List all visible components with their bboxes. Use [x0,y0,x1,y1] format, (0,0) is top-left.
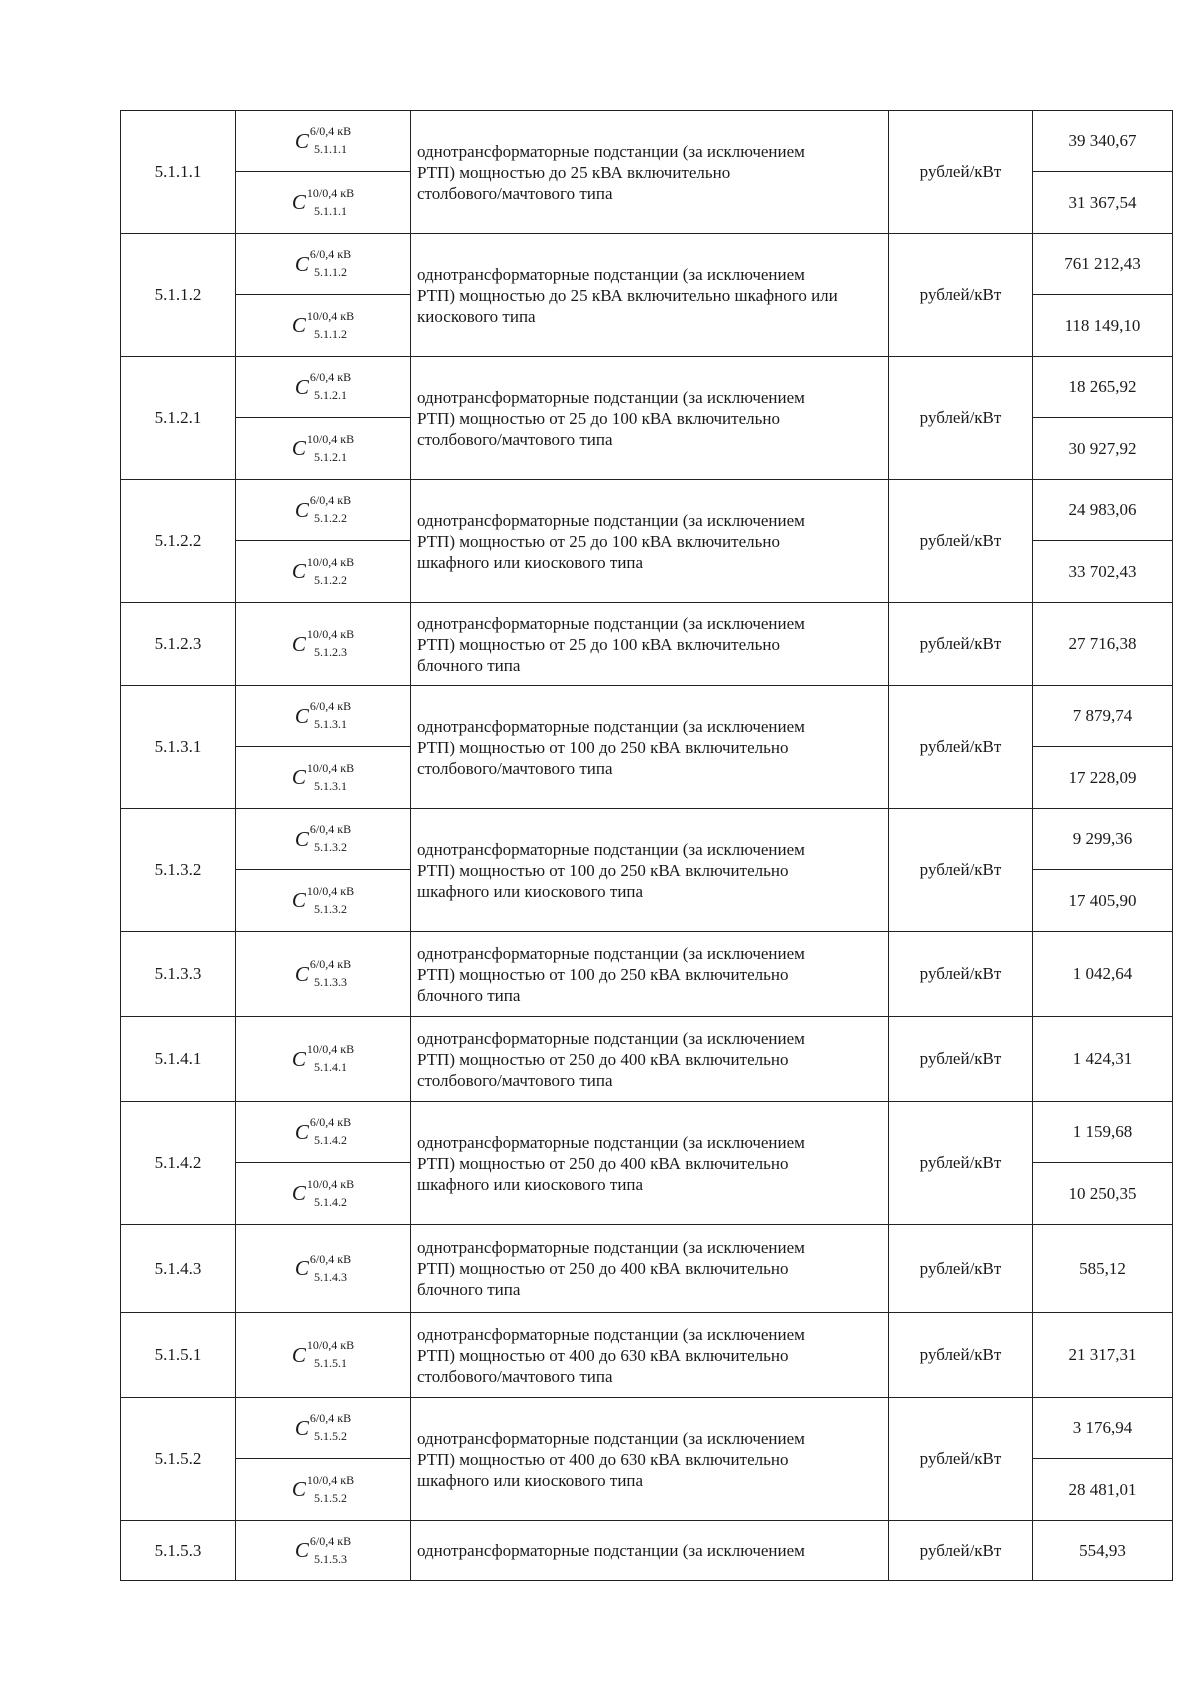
description-line: однотрансформаторные подстанции (за исключением [417,1238,805,1257]
table-row [121,1102,1173,1163]
table-row [121,809,1173,870]
symbol-letter: C [291,888,306,912]
rate-symbol [236,1459,411,1521]
table-row [121,111,1173,172]
symbol-voltage: 10/0,4 кВ [306,1176,355,1191]
description-line: РТП) мощностью от 250 до 400 кВА включительно [417,1049,789,1069]
rate-symbol [236,747,411,809]
description-line: столбового/мачтового типа [417,758,613,778]
rate-value: 1 159,68 [1033,1102,1173,1163]
symbol-index: 5.1.4.1 [314,1060,347,1074]
rate-value: 1 042,64 [1033,932,1173,1017]
row-code: 5.1.5.3 [121,1521,236,1581]
description-line: блочного типа [417,985,521,1005]
rate-symbol [236,932,411,1017]
rate-value: 585,12 [1033,1225,1173,1313]
symbol-voltage: 6/0,4 кВ [309,957,352,971]
description-line: блочного типа [417,655,521,675]
symbol-index: 5.1.1.1 [314,142,347,156]
description-line: однотрансформаторные подстанции (за исключением [417,839,805,859]
symbol-voltage: 10/0,4 кВ [306,185,355,200]
unit-label: рублей/кВт [889,234,1033,357]
rate-value: 9 299,36 [1033,809,1173,870]
symbol-index: 5.1.3.1 [314,778,347,793]
symbol-letter: C [291,190,306,214]
table-row [121,357,1173,418]
row-description [411,603,889,686]
symbol-letter: C [291,1181,306,1205]
rate-value: 761 212,43 [1033,234,1173,295]
rate-symbol [236,1398,411,1459]
unit-label: рублей/кВт [889,1102,1033,1225]
rate-value: 39 340,67 [1033,111,1173,172]
symbol-index: 5.1.5.1 [314,1356,347,1370]
symbol-letter: C [294,1119,309,1144]
symbol-voltage: 6/0,4 кВ [309,1251,352,1266]
symbol-index: 5.1.5.3 [314,1551,347,1566]
description-line: шкафного или киоскового типа [417,1470,644,1490]
row-description [411,357,889,480]
symbol-voltage: 10/0,4 кВ [306,1042,355,1056]
symbol-letter: C [291,1342,306,1367]
rate-symbol [236,870,411,932]
description-line: блочного типа [417,1280,521,1299]
rate-value: 21 317,31 [1033,1313,1173,1398]
rate-symbol [236,1017,411,1102]
description-line: РТП) мощностью от 400 до 630 кВА включительно [417,1345,789,1365]
rate-value: 7 879,74 [1033,686,1173,747]
symbol-index: 5.1.1.1 [314,203,347,218]
row-description [411,1017,889,1102]
description-line: РТП) мощностью от 250 до 400 кВА включительно [417,1153,789,1173]
rate-value: 1 424,31 [1033,1017,1173,1102]
row-code: 5.1.5.2 [121,1398,236,1521]
symbol-index: 5.1.3.3 [314,975,347,989]
symbol-letter: C [291,631,306,656]
symbol-index: 5.1.2.3 [314,645,347,659]
row-code: 5.1.4.3 [121,1225,236,1313]
rate-value: 18 265,92 [1033,357,1173,418]
symbol-voltage: 6/0,4 кВ [309,370,352,384]
row-code: 5.1.2.1 [121,357,236,480]
symbol-index: 5.1.4.2 [314,1133,347,1147]
description-line: однотрансформаторные подстанции (за исключением [417,1428,805,1448]
description-line: однотрансформаторные подстанции (за исключением [417,1132,805,1152]
symbol-letter: C [294,1415,309,1440]
tariff-table [120,110,1173,1581]
rate-symbol [236,1313,411,1398]
row-description [411,480,889,603]
rate-symbol [236,1163,411,1225]
symbol-letter: C [291,1046,306,1071]
table-row [121,1521,1173,1581]
unit-label: рублей/кВт [889,357,1033,480]
symbol-voltage: 6/0,4 кВ [309,124,352,138]
unit-label: рублей/кВт [889,111,1033,234]
symbol-letter: C [294,703,309,728]
row-code: 5.1.3.2 [121,809,236,932]
symbol-letter: C [291,765,306,789]
description-line: РТП) мощностью от 250 до 400 кВА включительно [417,1259,789,1278]
rate-value: 24 983,06 [1033,480,1173,541]
unit-label: рублей/кВт [889,1313,1033,1398]
symbol-letter: C [294,128,309,153]
description-line: однотрансформаторные подстанции (за исключением [417,943,805,963]
row-description [411,809,889,932]
description-line: однотрансформаторные подстанции (за исключением [417,613,805,633]
description-line: РТП) мощностью от 25 до 100 кВА включительно [417,531,780,551]
unit-label: рублей/кВт [889,1521,1033,1581]
unit-label: рублей/кВт [889,603,1033,686]
table-row [121,603,1173,686]
symbol-letter: C [291,436,306,460]
symbol-index: 5.1.2.2 [314,572,347,587]
symbol-letter: C [291,559,306,583]
description-line: столбового/мачтового типа [417,1070,613,1090]
rate-symbol [236,1102,411,1163]
description-line: однотрансформаторные подстанции (за исключением [417,716,805,736]
description-line: однотрансформаторные подстанции (за исключением [417,1541,805,1560]
table-body [121,111,1173,1581]
row-code: 5.1.1.2 [121,234,236,357]
rate-symbol [236,603,411,686]
symbol-voltage: 6/0,4 кВ [309,699,352,713]
row-description [411,1313,889,1398]
symbol-letter: C [294,497,309,522]
row-description [411,686,889,809]
row-description [411,932,889,1017]
symbol-voltage: 10/0,4 кВ [306,627,355,641]
table-row [121,1398,1173,1459]
description-line: шкафного или киоскового типа [417,1174,644,1194]
symbol-index: 5.1.2.1 [314,449,347,464]
symbol-index: 5.1.5.2 [314,1429,347,1443]
table-row [121,1017,1173,1102]
row-code: 5.1.3.3 [121,932,236,1017]
rate-symbol [236,111,411,172]
unit-label: рублей/кВт [889,1398,1033,1521]
description-line: однотрансформаторные подстанции (за исключением [417,141,805,161]
unit-label: рублей/кВт [889,480,1033,603]
rate-value: 17 405,90 [1033,870,1173,932]
rate-value: 31 367,54 [1033,172,1173,234]
description-line: однотрансформаторные подстанции (за исключением [417,387,805,407]
symbol-voltage: 6/0,4 кВ [309,1533,352,1548]
symbol-letter: C [294,826,309,851]
rate-symbol [236,541,411,603]
row-description [411,234,889,357]
symbol-voltage: 10/0,4 кВ [306,883,355,898]
rate-symbol [236,1225,411,1313]
rate-symbol [236,172,411,234]
description-line: столбового/мачтового типа [417,1366,613,1386]
rate-symbol [236,418,411,480]
symbol-letter: C [294,961,309,986]
table-row [121,480,1173,541]
rate-value: 27 716,38 [1033,603,1173,686]
table-row [121,1225,1173,1313]
symbol-index: 5.1.1.2 [314,326,347,341]
symbol-letter: C [291,1477,306,1501]
unit-label: рублей/кВт [889,1225,1033,1313]
symbol-voltage: 10/0,4 кВ [306,554,355,569]
symbol-letter: C [294,374,309,399]
description-line: РТП) мощностью от 400 до 630 кВА включительно [417,1449,789,1469]
table-row [121,1313,1173,1398]
description-line: шкафного или киоскового типа [417,881,644,901]
description-line: РТП) мощностью от 100 до 250 кВА включительно [417,860,789,880]
symbol-voltage: 6/0,4 кВ [309,493,352,507]
description-line: однотрансформаторные подстанции (за исключением [417,510,805,530]
symbol-letter: C [294,1256,309,1280]
symbol-voltage: 6/0,4 кВ [309,1411,352,1425]
symbol-index: 5.1.3.2 [314,901,347,916]
description-line: однотрансформаторные подстанции (за исключением [417,264,805,284]
table-row [121,234,1173,295]
symbol-voltage: 10/0,4 кВ [306,308,355,323]
unit-label: рублей/кВт [889,809,1033,932]
symbol-index: 5.1.3.2 [314,840,347,854]
symbol-voltage: 6/0,4 кВ [309,822,352,836]
rate-symbol [236,480,411,541]
unit-label: рублей/кВт [889,686,1033,809]
symbol-index: 5.1.4.2 [314,1194,347,1209]
row-description [411,111,889,234]
rate-value: 28 481,01 [1033,1459,1173,1521]
row-description [411,1102,889,1225]
rate-symbol [236,295,411,357]
unit-label: рублей/кВт [889,932,1033,1017]
rate-value: 3 176,94 [1033,1398,1173,1459]
description-line: РТП) мощностью до 25 кВА включительно [417,162,731,182]
symbol-voltage: 10/0,4 кВ [306,1472,355,1487]
description-line: РТП) мощностью до 25 кВА включительно шкафного или [417,285,838,305]
symbol-index: 5.1.3.1 [314,717,347,731]
symbol-letter: C [294,1538,309,1562]
rate-value: 33 702,43 [1033,541,1173,603]
row-code: 5.1.2.2 [121,480,236,603]
row-code: 5.1.4.1 [121,1017,236,1102]
symbol-letter: C [291,313,306,337]
rate-symbol [236,686,411,747]
description-line: РТП) мощностью от 100 до 250 кВА включительно [417,737,789,757]
rate-value: 17 228,09 [1033,747,1173,809]
unit-label: рублей/кВт [889,1017,1033,1102]
description-line: однотрансформаторные подстанции (за исключением [417,1028,805,1048]
symbol-index: 5.1.1.2 [314,265,347,279]
symbol-index: 5.1.5.2 [314,1490,347,1505]
rate-symbol [236,809,411,870]
symbol-voltage: 6/0,4 кВ [309,1115,352,1129]
row-code: 5.1.5.1 [121,1313,236,1398]
symbol-voltage: 10/0,4 кВ [306,1338,355,1352]
rate-symbol [236,357,411,418]
description-line: столбового/мачтового типа [417,183,613,203]
row-code: 5.1.4.2 [121,1102,236,1225]
table-row [121,932,1173,1017]
description-line: однотрансформаторные подстанции (за исключением [417,1324,805,1344]
description-line: РТП) мощностью от 25 до 100 кВА включительно [417,408,780,428]
rate-symbol [236,234,411,295]
rate-value: 554,93 [1033,1521,1173,1581]
row-description [411,1225,889,1313]
symbol-index: 5.1.4.3 [314,1269,347,1284]
rate-value: 10 250,35 [1033,1163,1173,1225]
description-line: столбового/мачтового типа [417,429,613,449]
symbol-voltage: 10/0,4 кВ [306,431,355,446]
description-line: РТП) мощностью от 25 до 100 кВА включительно [417,634,780,654]
row-code: 5.1.3.1 [121,686,236,809]
description-line: киоскового типа [417,306,536,326]
symbol-voltage: 10/0,4 кВ [306,760,355,775]
rate-symbol [236,1521,411,1581]
description-line: шкафного или киоскового типа [417,552,644,572]
row-code: 5.1.2.3 [121,603,236,686]
row-description [411,1398,889,1521]
symbol-voltage: 6/0,4 кВ [309,247,352,261]
description-line: РТП) мощностью от 100 до 250 кВА включительно [417,964,789,984]
rate-value: 118 149,10 [1033,295,1173,357]
row-code: 5.1.1.1 [121,111,236,234]
symbol-letter: C [294,251,309,276]
symbol-index: 5.1.2.1 [314,388,347,402]
row-description [411,1521,889,1581]
symbol-index: 5.1.2.2 [314,511,347,525]
table-row [121,686,1173,747]
rate-value: 30 927,92 [1033,418,1173,480]
